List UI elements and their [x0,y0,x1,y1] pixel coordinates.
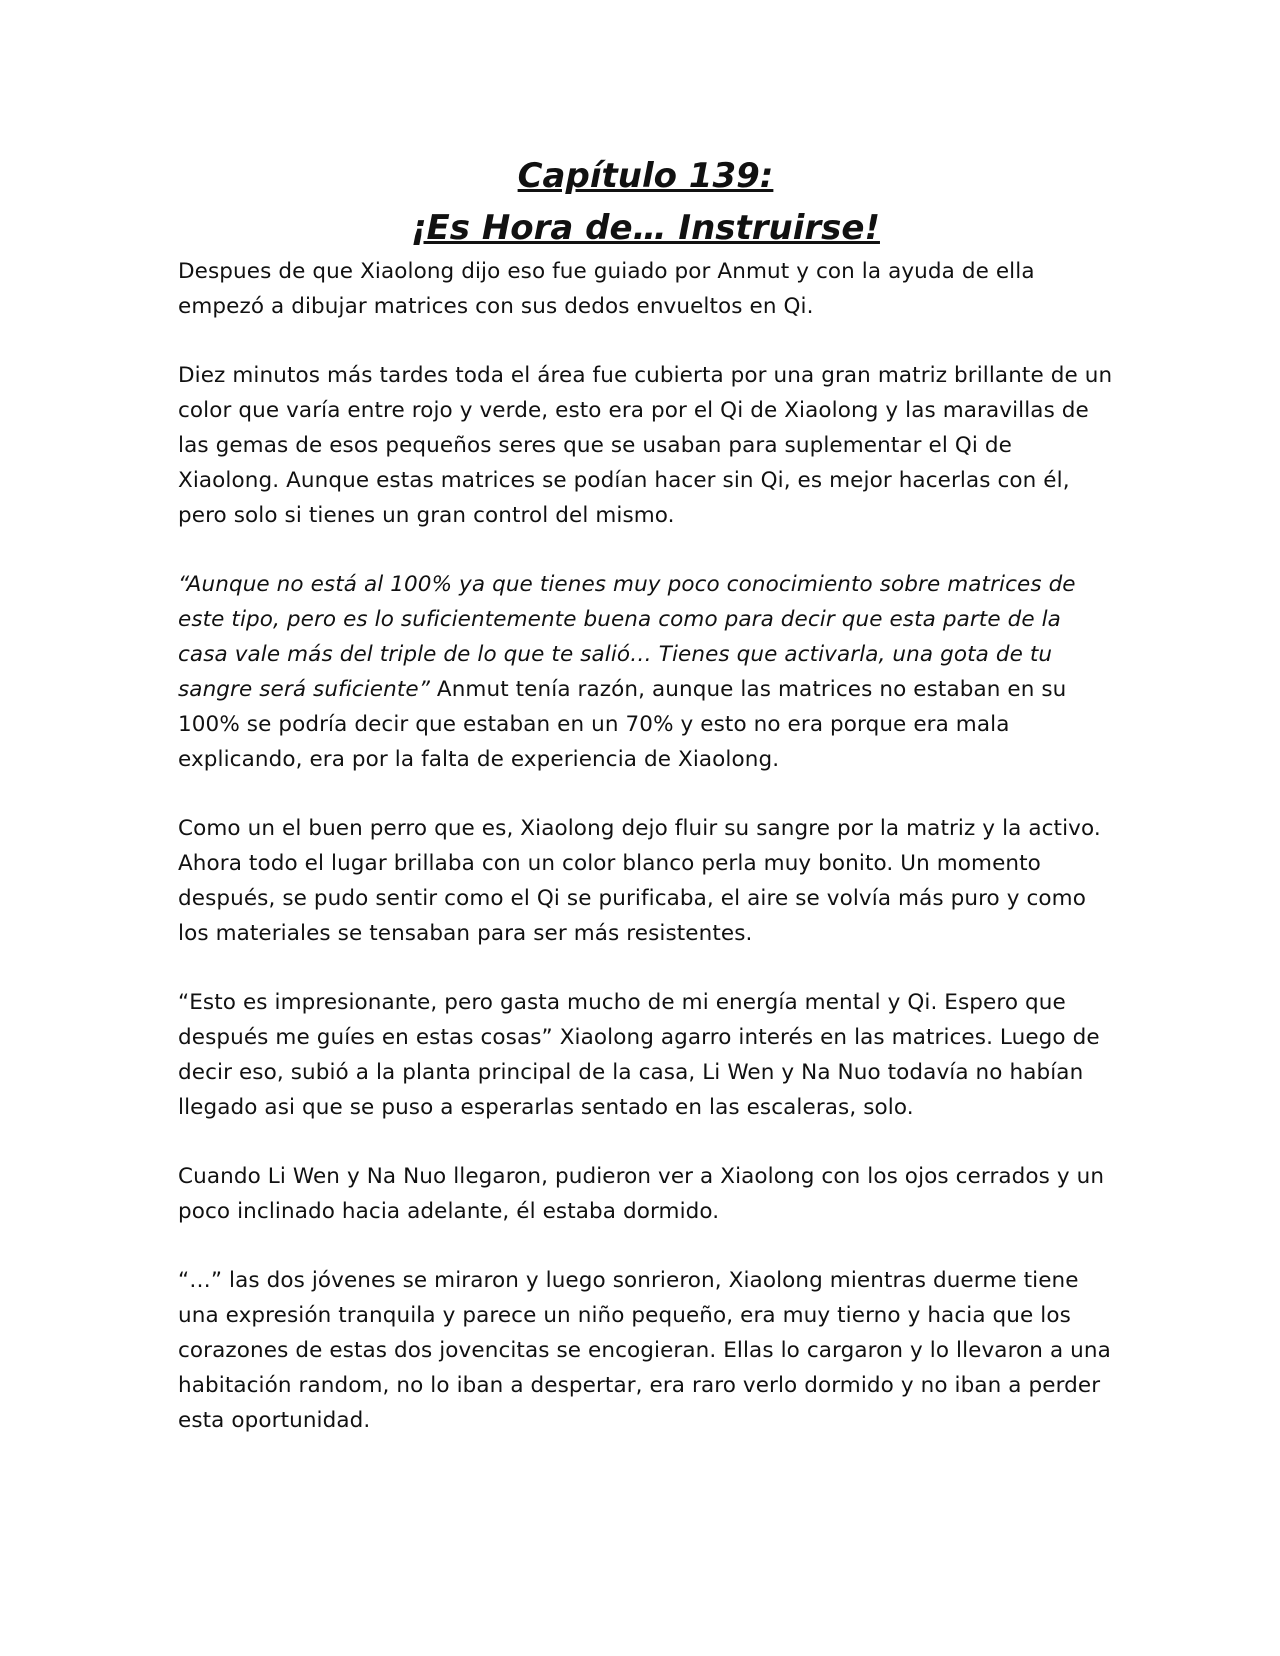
paragraph-4: Como un el buen perro que es, Xiaolong dejo fluir su sangre por la matriz y la activo. Ahora todo el lugar brillaba con un color blanco perla muy bonito. Un momento después, se pudo sentir como el Qi se purificaba, el aire se volvía más puro y como los materiales se tensaban para ser más resistentes. [178,816,1101,946]
chapter-title-line-1: Capítulo 139: [517,156,774,196]
paragraph-5: “Esto es impresionante, pero gasta mucho de mi energía mental y Qi. Espero que después me guíes en estas cosas” Xiaolong agarro interés en las matrices. Luego de decir eso, subió a la planta principal de la casa, Li Wen y Na Nuo todavía no habían llegado asi que se puso a esperarlas sentado en las escaleras, solo. [178,990,1100,1120]
paragraph-3-narration: Anmut tenía razón, aunque las matrices no estaban en su 100% se podría decir que estaban en un 70% y esto no era porque era mala explicando, era por la falta de experiencia de Xiaolong. [178,677,1067,772]
paragraph-2: Diez minutos más tardes toda el área fue cubierta por una gran matriz brillante de un color que varía entre rojo y verde, esto era por el Qi de Xiaolong y las maravillas de las gemas de esos pequeños seres que se usaban para suplementar el Qi de Xiaolong. Aunque estas matrices se podían hacer sin Qi, es mejor hacerlas con él, pero solo si tienes un gran control del mismo. [178,363,1113,528]
paragraph-7: “…” las dos jóvenes se miraron y luego sonrieron, Xiaolong mientras duerme tiene una expresión tranquila y parece un niño pequeño, era muy tierno y hacia que los corazones de estas dos jovencitas se encogieran. Ellas lo cargaron y lo llevaron a una habitación random, no lo iban a despertar, era raro verlo dormido y no iban a perder esta oportunidad. [178,1268,1111,1433]
paragraph-3-dialogue: “Aunque no está al 100% ya que tienes muy poco conocimiento sobre matrices de este tipo, pero es lo suficientemente buena como para decir que esta parte de la casa vale más del triple de lo que te salió… Tienes que activarla, una gota de tu sangre será suficiente” [178,572,1076,702]
paragraph-3 [178,567,1113,777]
document-page [178,150,1113,1472]
paragraph-1: Despues de que Xiaolong dijo eso fue guiado por Anmut y con la ayuda de ella empezó a dibujar matrices con sus dedos envueltos en Qi. [178,259,1035,319]
paragraph-6: Cuando Li Wen y Na Nuo llegaron, pudieron ver a Xiaolong con los ojos cerrados y un poco inclinado hacia adelante, él estaba dormido. [178,1164,1105,1224]
chapter-title [178,150,1113,254]
chapter-title-line-2: ¡Es Hora de… Instruirse! [411,208,880,248]
chapter-body [178,254,1113,1438]
